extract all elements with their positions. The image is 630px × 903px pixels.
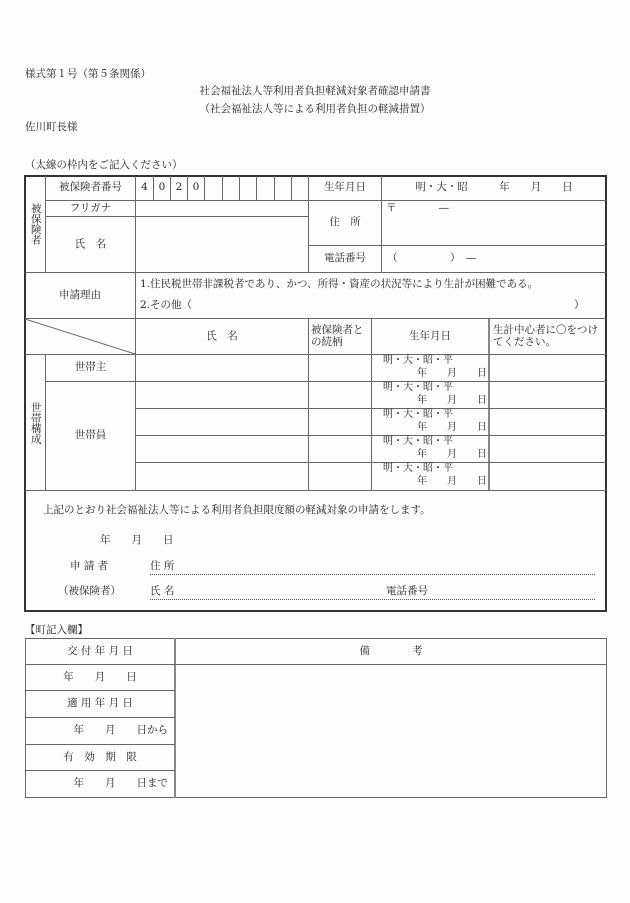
- main-earner-field[interactable]: [490, 355, 606, 381]
- instruction: （太線の枠内をご記入ください）: [25, 159, 183, 171]
- office-section-label: 【町記入欄】: [25, 624, 88, 636]
- valid-period-label: 有 効 期 限: [63, 750, 137, 763]
- era-options[interactable]: 明・大・昭・平: [383, 355, 453, 366]
- main-earner-field[interactable]: [490, 382, 606, 408]
- reason-other-field[interactable]: [210, 296, 570, 312]
- birthdate-label: 生年月日: [324, 181, 366, 194]
- era-options[interactable]: 明・大・昭・平: [383, 436, 453, 447]
- postal-code-field[interactable]: 〒 —: [386, 202, 449, 214]
- remarks-field[interactable]: [176, 665, 606, 797]
- household-relation-field[interactable]: [309, 463, 371, 490]
- era-options[interactable]: 明・大・昭・平: [383, 409, 453, 420]
- era-options[interactable]: 明・大・昭・平: [383, 382, 453, 393]
- applicant-name-label: 氏 名: [150, 585, 175, 597]
- date-line: 年 月 日: [417, 449, 487, 460]
- reason-option-1[interactable]: 1.住民税世帯非課税者であり、かつ、所得・資産の状況等により生計が困難である。: [140, 278, 539, 290]
- household-relation-field[interactable]: [309, 382, 371, 408]
- household-head-label: 世帯主: [74, 361, 107, 374]
- name-label: 氏 名: [74, 237, 107, 250]
- apply-date-field[interactable]: 年 月 日から: [73, 724, 168, 737]
- insured-number-digit[interactable]: 0: [192, 181, 200, 194]
- household-relation-field[interactable]: [309, 355, 371, 381]
- household-name-field[interactable]: [136, 409, 308, 435]
- date-line: 年 月 日: [417, 422, 487, 433]
- insured-number-digit[interactable]: [205, 176, 222, 200]
- insured-number-digit[interactable]: 2: [175, 181, 183, 194]
- reason-option-2[interactable]: 2.その他（: [140, 299, 193, 311]
- era-options[interactable]: 明・大・昭・平: [383, 463, 453, 474]
- insured-number-digit[interactable]: [257, 176, 274, 200]
- issue-date-label: 交 付 年 月 日: [67, 644, 133, 657]
- declaration-date[interactable]: 年 月 日: [100, 534, 174, 546]
- insured-number-digit[interactable]: 4: [141, 181, 148, 194]
- household-name-field[interactable]: [136, 436, 308, 462]
- furigana-label: フリガナ: [69, 201, 112, 214]
- remarks-label: 備 考: [359, 644, 423, 657]
- applicant-label: 申 請 者: [70, 560, 109, 572]
- insured-number-digit[interactable]: 0: [158, 181, 166, 194]
- household-relation-field[interactable]: [309, 436, 371, 462]
- valid-period-field[interactable]: 年 月 日まで: [73, 777, 168, 790]
- insured-number-digit[interactable]: [223, 176, 239, 200]
- addressee: 佐川町長様: [25, 121, 78, 133]
- applicant-address-field[interactable]: [150, 574, 595, 575]
- household-section-label: 世帯構成: [29, 401, 42, 444]
- insured-paren-label: （被保険者）: [58, 585, 121, 597]
- insured-number-digit[interactable]: [275, 176, 291, 200]
- insured-section-label: 被保険者: [29, 203, 42, 245]
- main-earner-field[interactable]: [490, 409, 606, 435]
- col-relation-header: 被保険者との続柄: [311, 323, 364, 348]
- phone-label: 電話番号: [324, 252, 366, 265]
- apply-date-label: 適 用 年 月 日: [67, 697, 133, 710]
- col-main-earner-header: 生計中心者に〇をつけてください。: [493, 323, 598, 348]
- declaration-statement: 上記のとおり社会福祉法人等による利用者負担限度額の軽減対象の申請をします。: [43, 504, 431, 516]
- household-name-field[interactable]: [136, 382, 308, 408]
- household-name-field[interactable]: [136, 463, 308, 490]
- applicant-name-field[interactable]: [150, 599, 595, 600]
- applicant-phone-label: 電話番号: [386, 585, 428, 597]
- main-earner-field[interactable]: [490, 463, 606, 490]
- name-field[interactable]: [136, 217, 308, 272]
- address-label: 住 所: [329, 216, 361, 229]
- reason-label: 申請理由: [59, 288, 101, 301]
- reason-option-2-close: ）: [574, 299, 585, 311]
- address-field[interactable]: [382, 215, 606, 245]
- issue-date-field[interactable]: 年 月 日: [63, 670, 137, 683]
- insured-number-label: 被保険者番号: [59, 181, 122, 194]
- household-member-label: 世帯員: [74, 429, 107, 442]
- form-number: 様式第１号（第５条関係）: [25, 68, 151, 80]
- insured-number-digit[interactable]: [292, 176, 308, 200]
- date-line: 年 月 日: [417, 395, 487, 406]
- page-subtitle: （社会福祉法人等による利用者負担の軽減措置）: [199, 103, 431, 115]
- main-earner-field[interactable]: [490, 436, 606, 462]
- phone-field[interactable]: （ ） —: [387, 252, 477, 265]
- col-birthdate-header: 生年月日: [409, 329, 451, 342]
- page-title: 社会福祉法人等利用者負担軽減対象者確認申請書: [199, 85, 431, 97]
- col-name-header: 氏 名: [206, 329, 238, 342]
- insured-number-digit[interactable]: [240, 176, 256, 200]
- applicant-address-label: 住 所: [150, 560, 175, 572]
- furigana-field[interactable]: [136, 201, 308, 216]
- household-relation-field[interactable]: [309, 409, 371, 435]
- date-line: 年 月 日: [417, 476, 487, 487]
- birthdate-field[interactable]: 明・大・昭 年 月 日: [415, 181, 573, 194]
- date-line: 年 月 日: [417, 368, 487, 379]
- diagonal-slash: [25, 319, 136, 355]
- household-name-field[interactable]: [136, 355, 308, 381]
